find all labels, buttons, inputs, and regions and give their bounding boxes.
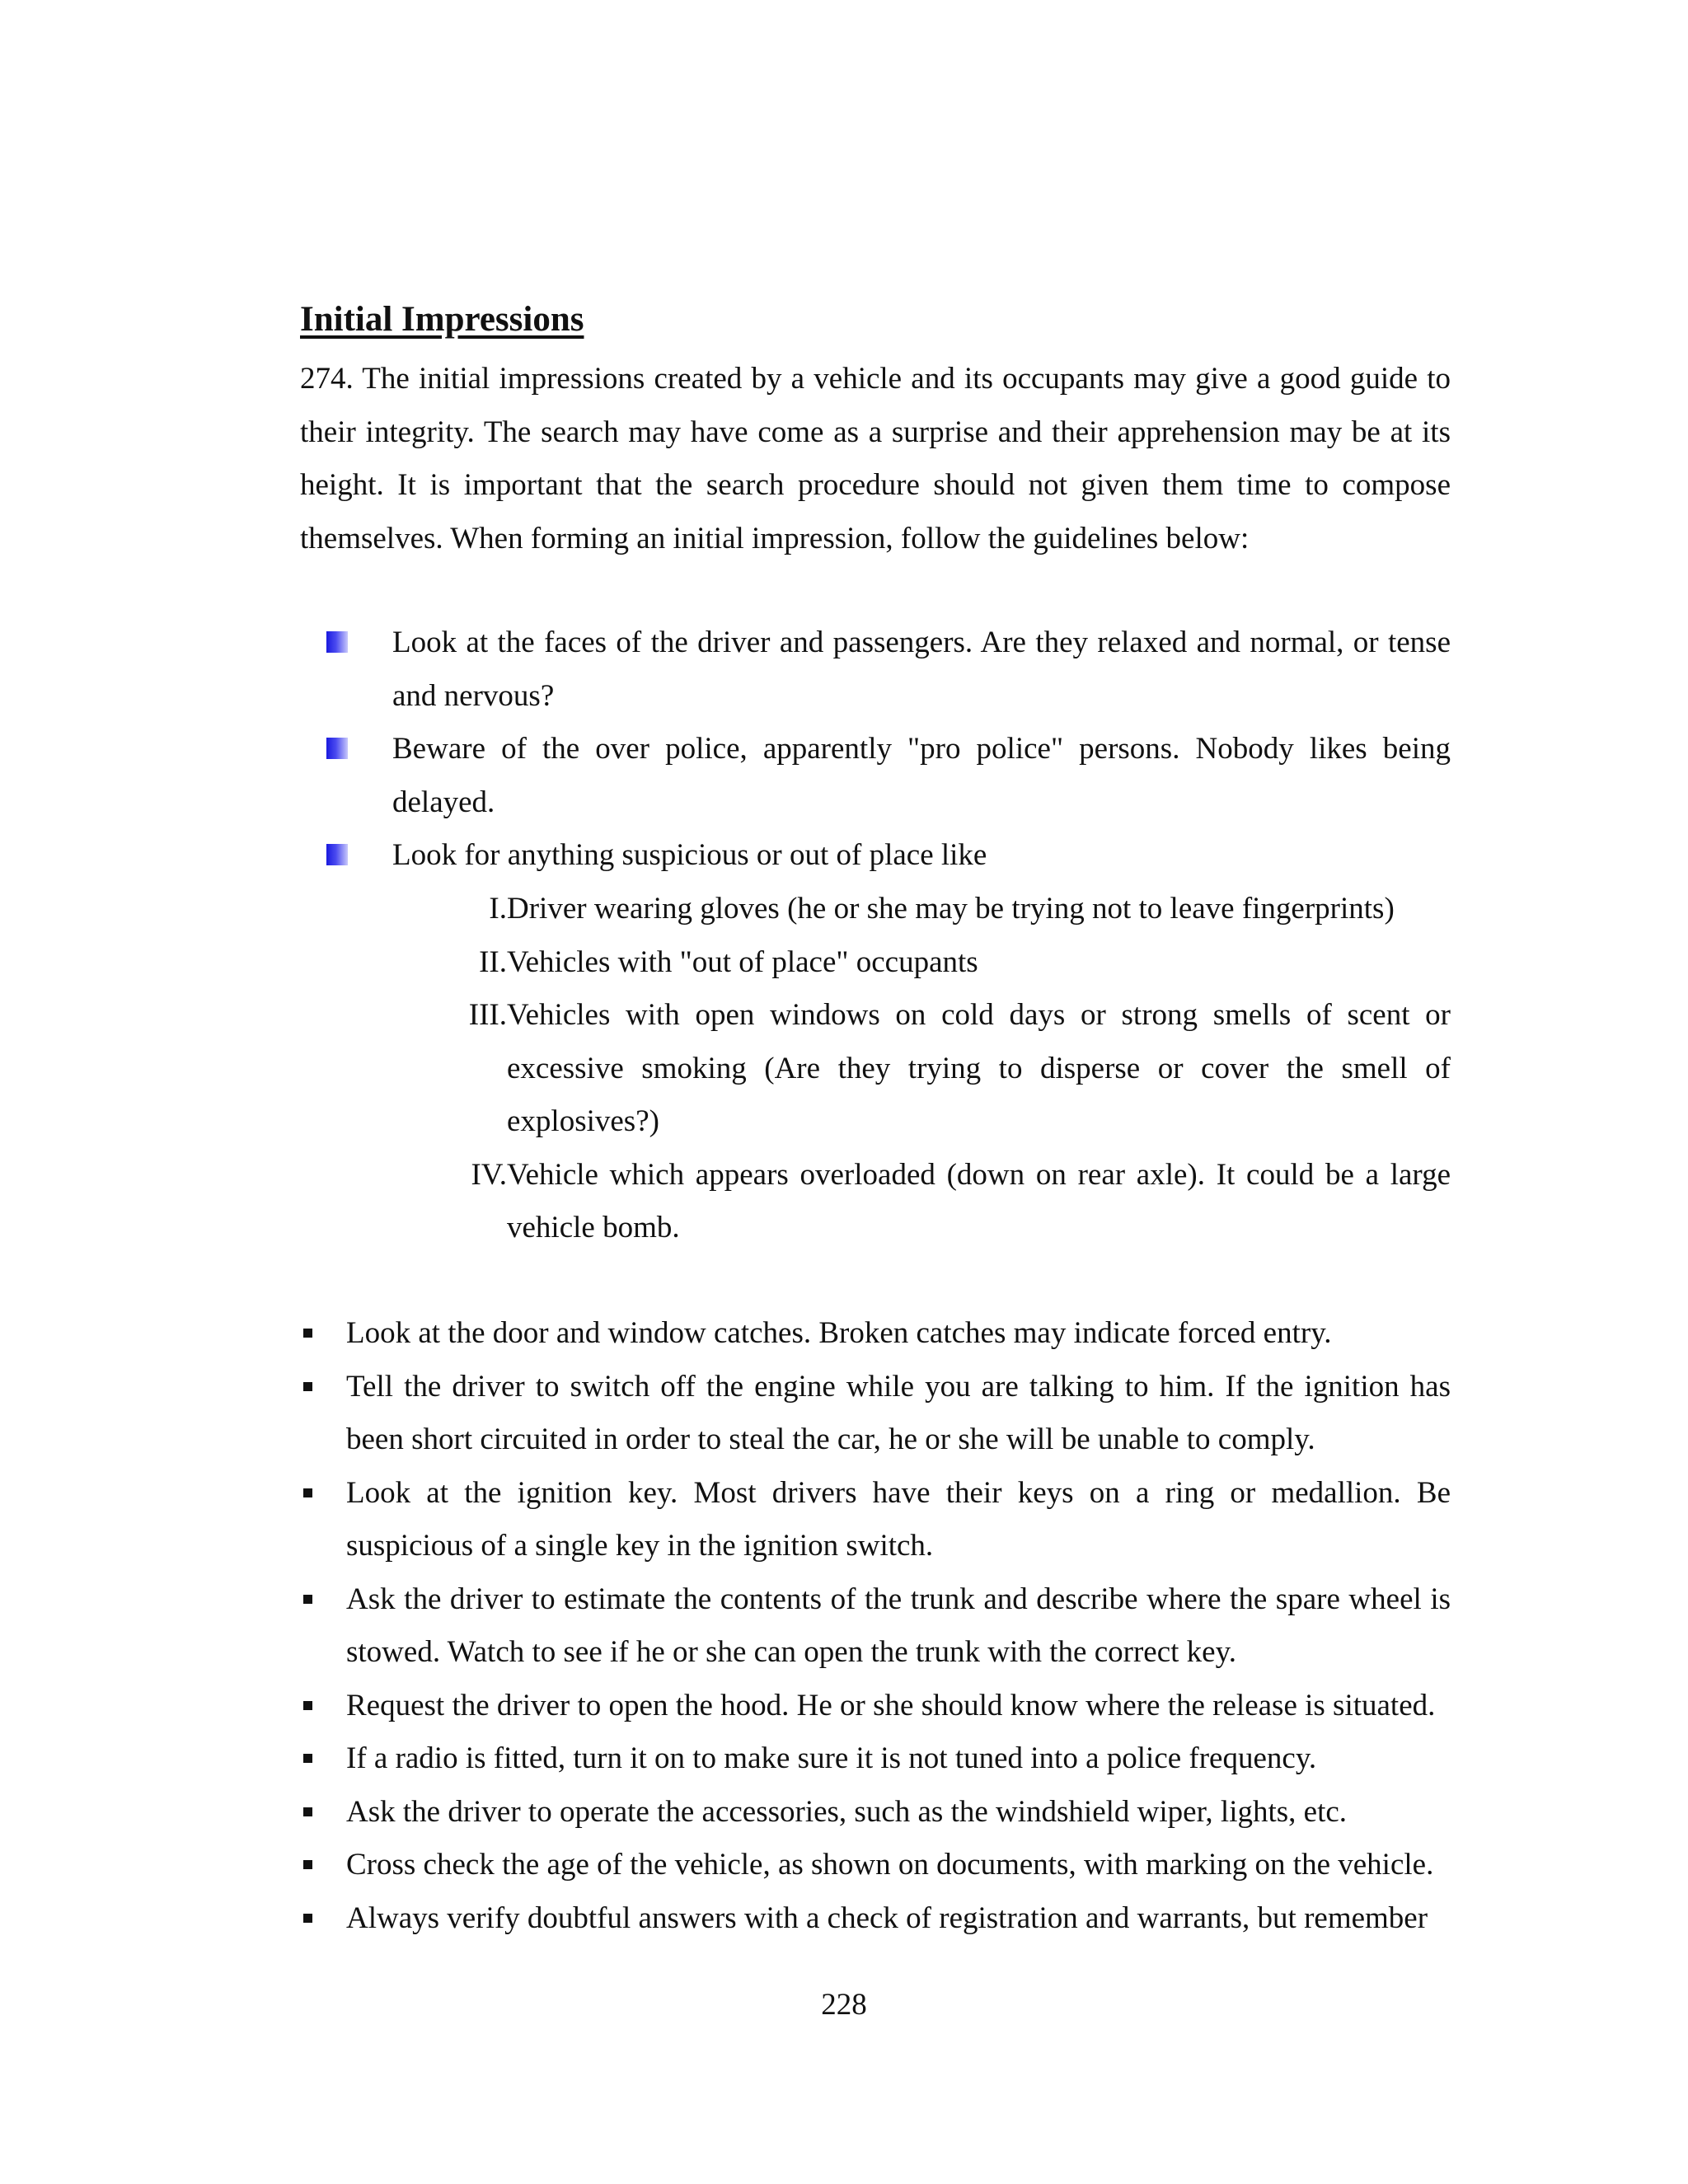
small-square-bullet-icon: [303, 1807, 312, 1816]
list-item: [300, 1892, 1451, 1946]
checks-list: [300, 1307, 1451, 1945]
list-item-text: Look at the ignition key. Most drivers have their keys on a ring or medallion. Be suspicious of a single key in the ignition switch.: [346, 1475, 1451, 1563]
list-item-text: Tell the driver to switch off the engine while you are talking to him. If the ignition has been short circuited in order to steal the car, he or she will be unable to comply.: [346, 1369, 1451, 1456]
list-item-text: Look at the faces of the driver and passengers. Are they relaxed and normal, or tense and nervous?: [392, 626, 1451, 713]
list-item-text: Always verify doubtful answers with a check of registration and warrants, but remember: [346, 1900, 1428, 1935]
square-bullet-icon: [326, 738, 348, 759]
list-item: [300, 1307, 1451, 1361]
list-item: [300, 1467, 1451, 1573]
small-square-bullet-icon: [303, 1382, 312, 1391]
list-item-text: Driver wearing gloves (he or she may be trying not to leave fingerprints): [507, 892, 1395, 926]
roman-numeral: II.: [479, 944, 507, 979]
list-item: [300, 616, 1451, 723]
page-number: 228: [821, 1988, 867, 2022]
list-item: [462, 1149, 1451, 1255]
small-square-bullet-icon: [303, 1754, 312, 1763]
intro-paragraph: 274. The initial impressions created by a vehicle and its occupants may give a good guide to their integrity. The search may have come as a surprise and their apprehension may be at its height. It is important that the search procedure should not given them time to compose themselves. When forming an initial impression, follow the guidelines below:: [300, 362, 1451, 555]
list-item-text: Look for anything suspicious or out of place like: [392, 838, 987, 872]
list-item-text: Vehicles with "out of place" occupants: [507, 944, 978, 979]
list-item-text: Look at the door and window catches. Broken catches may indicate forced entry.: [346, 1316, 1332, 1350]
list-item: [300, 1680, 1451, 1733]
list-item: [300, 1786, 1451, 1840]
list-item: [300, 1573, 1451, 1680]
section-heading: Initial Impressions: [300, 300, 584, 339]
small-square-bullet-icon: [303, 1488, 312, 1497]
guideline-list: [300, 616, 1451, 883]
list-item: [300, 829, 1451, 883]
list-item: [462, 936, 1451, 990]
list-item-text: Cross check the age of the vehicle, as shown on documents, with marking on the vehicle.: [346, 1848, 1434, 1882]
list-item: [300, 723, 1451, 829]
list-item-text: Beware of the over police, apparently "pro police" persons. Nobody likes being delayed.: [392, 732, 1451, 819]
roman-numeral: I.: [489, 892, 507, 926]
small-square-bullet-icon: [303, 1914, 312, 1923]
list-item: [462, 989, 1451, 1149]
list-item-text: Vehicle which appears overloaded (down on rear axle). It could be a large vehicle bomb.: [507, 1157, 1451, 1244]
suspicious-signs-list: [462, 883, 1451, 1255]
roman-numeral: IV.: [471, 1157, 507, 1192]
list-item-text: If a radio is fitted, turn it on to make sure it is not tuned into a police frequency.: [346, 1741, 1317, 1775]
small-square-bullet-icon: [303, 1701, 312, 1710]
list-item: [462, 883, 1451, 936]
list-item-text: Ask the driver to operate the accessories, such as the windshield wiper, lights, etc.: [346, 1794, 1348, 1829]
list-item: [300, 1361, 1451, 1467]
square-bullet-icon: [326, 631, 348, 653]
small-square-bullet-icon: [303, 1329, 312, 1338]
list-item: [300, 1732, 1451, 1786]
list-item-text: Ask the driver to estimate the contents of the trunk and describe where the spare wheel is stowed. Watch to see if he or she can open the trunk with the correct key.: [346, 1582, 1451, 1669]
small-square-bullet-icon: [303, 1595, 312, 1604]
roman-numeral: III.: [468, 998, 507, 1032]
list-item-text: Request the driver to open the hood. He or she should know where the release is situated.: [346, 1688, 1436, 1722]
square-bullet-icon: [326, 844, 348, 865]
list-item: [300, 1839, 1451, 1892]
list-item-text: Vehicles with open windows on cold days or strong smells of scent or excessive smoking (Are they trying to disperse or cover the smell of explosives?): [507, 998, 1451, 1138]
small-square-bullet-icon: [303, 1860, 312, 1869]
